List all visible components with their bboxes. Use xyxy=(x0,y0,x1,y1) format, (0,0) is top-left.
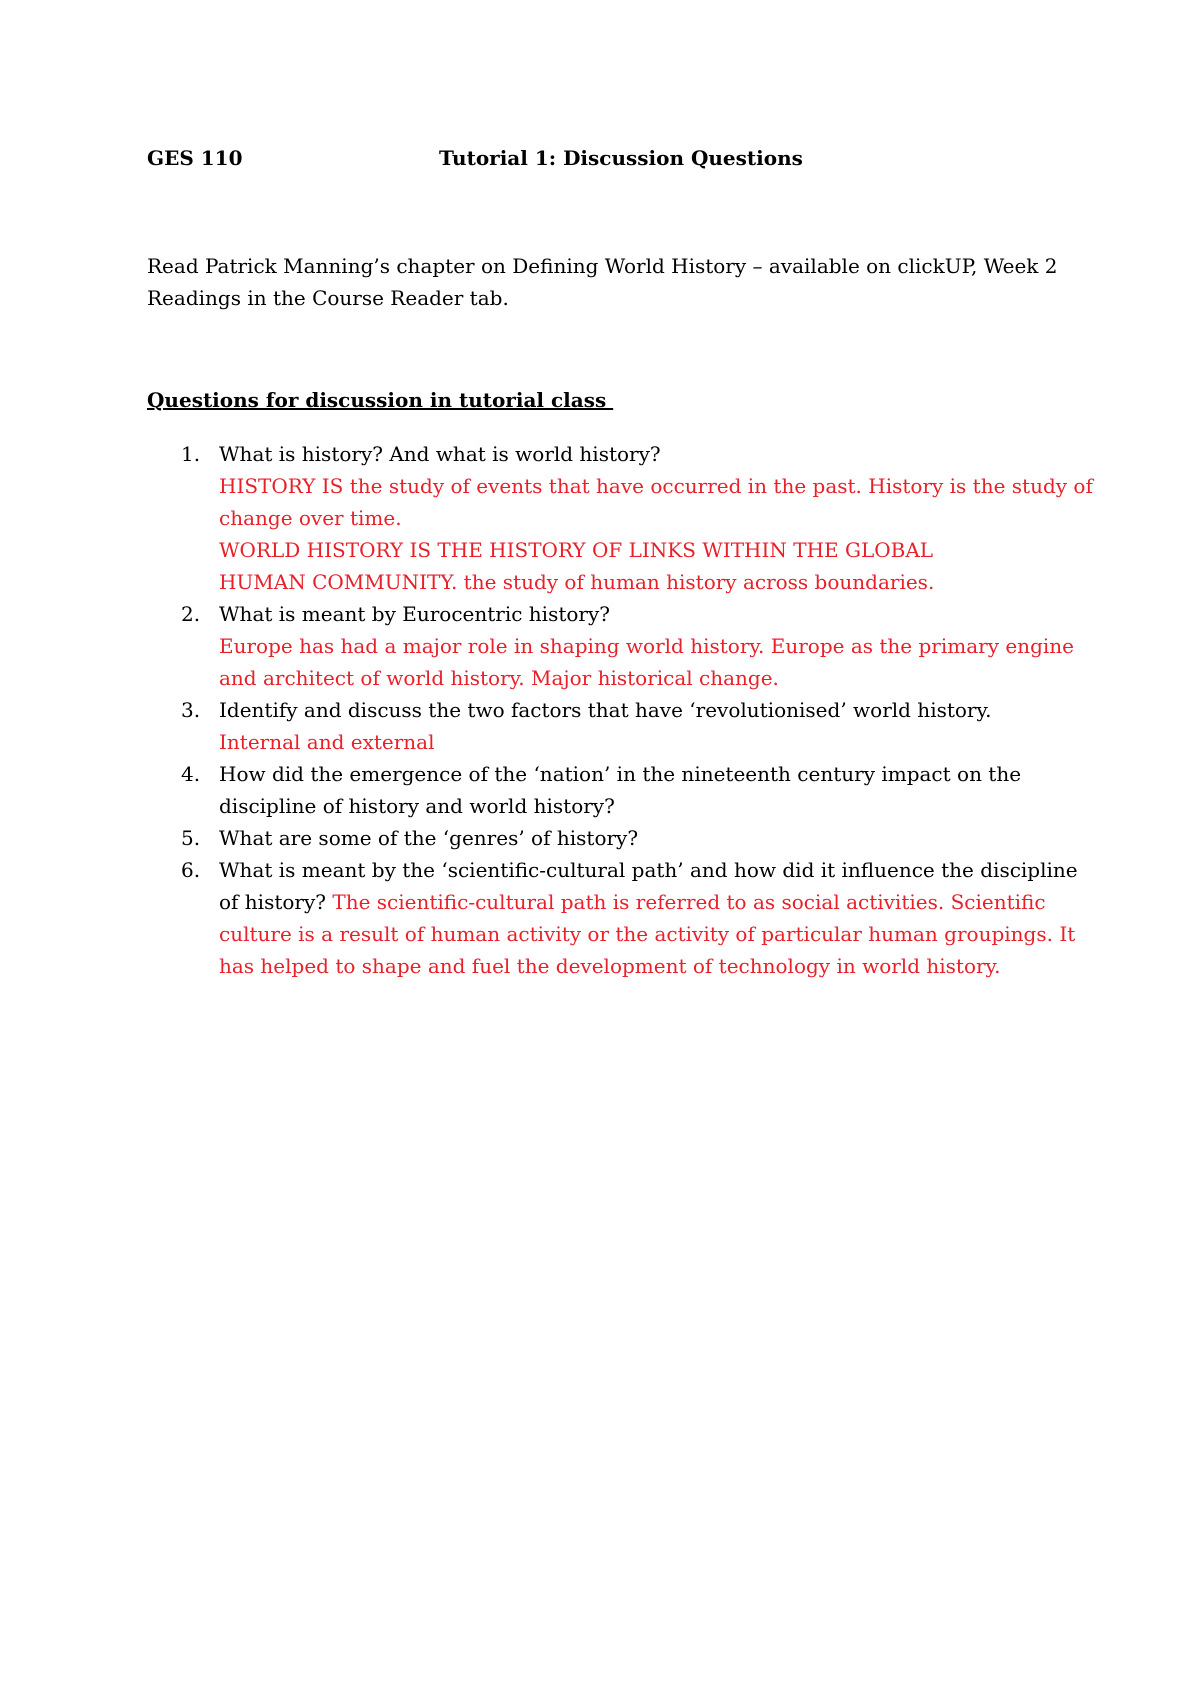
questions-list xyxy=(147,438,1093,982)
question-item-6 xyxy=(147,854,1087,982)
question-number: 1. xyxy=(181,442,201,466)
answer-line: WORLD HISTORY IS THE HISTORY OF LINKS WITHIN THE GLOBAL xyxy=(219,538,934,562)
question-number: 2. xyxy=(181,602,201,626)
section-heading: Questions for discussion in tutorial class xyxy=(147,388,614,412)
question-text: How did the emergence of the ‘nation’ in the nineteenth century impact on the xyxy=(219,762,1022,786)
answer-line: HISTORY IS the study of events that have occurred in the past. History is the study of xyxy=(219,474,1093,498)
answer-line: and architect of world history. Major historical change. xyxy=(219,666,779,690)
answer-line: change over time. xyxy=(219,506,402,530)
question-item-3 xyxy=(147,694,1087,758)
question-text: What is meant by Eurocentric history? xyxy=(219,602,610,626)
tutorial-title: Tutorial 1: Discussion Questions xyxy=(439,146,803,170)
question-number: 6. xyxy=(181,858,201,882)
answer-line: Europe has had a major role in shaping world history. Europe as the primary engine xyxy=(219,634,1074,658)
question-text: Identify and discuss the two factors that have ‘revolutionised’ world history. xyxy=(219,698,992,722)
question-number: 4. xyxy=(181,762,201,786)
answer-line: HUMAN COMMUNITY. the study of human history across boundaries. xyxy=(219,570,935,594)
question-number: 3. xyxy=(181,698,201,722)
intro-line: Read Patrick Manning’s chapter on Defining World History – available on clickUP, Week 2 xyxy=(147,254,1058,278)
question-text: of history? xyxy=(219,890,327,914)
intro-paragraph xyxy=(147,250,1067,314)
course-code: GES 110 xyxy=(147,146,243,170)
question-number: 5. xyxy=(181,826,201,850)
answer-line: has helped to shape and fuel the development of technology in world history. xyxy=(219,954,1001,978)
question-item-1 xyxy=(147,438,1093,598)
answer-line: Internal and external xyxy=(219,730,435,754)
question-answer-line xyxy=(219,886,1087,918)
intro-line: Readings in the Course Reader tab. xyxy=(147,286,509,310)
answer-inline: The scientific-cultural path is referred to as social activities. Scientific xyxy=(332,890,1046,914)
question-item-4 xyxy=(147,758,1087,822)
question-item-5 xyxy=(147,822,1087,854)
question-item-2 xyxy=(147,598,1087,694)
question-text: discipline of history and world history? xyxy=(219,794,615,818)
question-text: What is history? And what is world history? xyxy=(219,442,661,466)
question-text: What are some of the ‘genres’ of history? xyxy=(219,826,639,850)
question-text: What is meant by the ‘scientific-cultural path’ and how did it influence the discipline xyxy=(219,858,1078,882)
answer-line: culture is a result of human activity or the activity of particular human groupings. It xyxy=(219,922,1076,946)
document-header xyxy=(147,146,1067,176)
